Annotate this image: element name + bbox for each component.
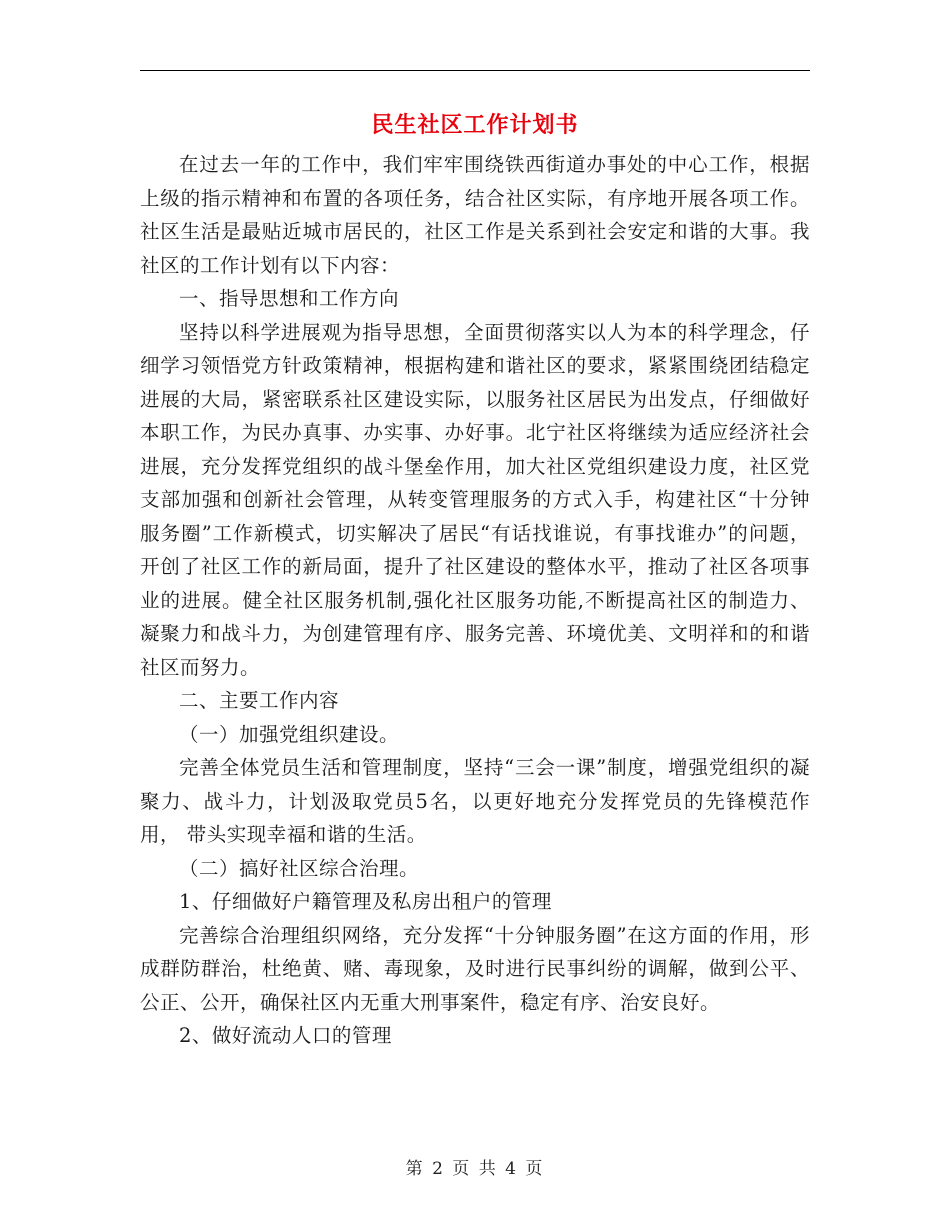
- paragraph-party-building: 完善全体党员生活和管理制度，坚持“三会一课”制度，增强党组织的凝聚力、战斗力，计划汲取党员5名，以更好地充分发挥党员的先锋模范作用， 带头实现幸福和谐的生活。: [140, 756, 810, 846]
- header-rule: [140, 70, 810, 71]
- paragraph-intro: 在过去一年的工作中，我们牢牢围绕铁西街道办事处的中心工作，根据上级的指示精神和布置的各项任务，结合社区实际，有序地开展各项工作。社区生活是最贴近城市居民的，社区工作是关系到社会安定和谐的大事。我社区的工作计划有以下内容：: [140, 153, 810, 277]
- subsection-heading-1: （一）加强党组织建设。: [179, 722, 400, 746]
- document-body: [140, 148, 810, 1053]
- document-title: 民生社区工作计划书: [371, 113, 579, 138]
- section-heading-2: 二、主要工作内容: [179, 689, 340, 712]
- item-heading-1: 1、仔细做好户籍管理及私房出租户的管理: [179, 890, 552, 913]
- paragraph-governance: 完善综合治理组织网络，充分发挥“十分钟服务圈”在这方面的作用，形成群防群治，杜绝黄、赌、毒现象，及时进行民事纠纷的调解，做到公平、公正、公开，确保社区内无重大刑事案件，稳定有序、治安良好。: [140, 923, 810, 1014]
- subsection-heading-2: （二）搞好社区综合治理。: [179, 856, 420, 880]
- section-heading-1: 一、指导思想和工作方向: [179, 287, 400, 310]
- paragraph-guiding-thought: 坚持以科学进展观为指导思想，全面贯彻落实以人为本的科学理念，仔细学习领悟党方针政策精神，根据构建和谐社区的要求，紧紧围绕团结稳定进展的大局，紧密联系社区建设实际，以服务社区居民为出发点，仔细做好本职工作，为民办真事、办实事、办好事。北宁社区将继续为适应经济社会进展，充分发挥党组织的战斗堡垒作用，加大社区党组织建设力度，社区党支部加强和创新社会管理，从转变管理服务的方式入手，构建社区“十分钟服务圈”工作新模式，切实解决了居民“有话找谁说，有事找谁办”的问题，开创了社区工作的新局面，提升了社区建设的整体水平，推动了社区各项事业的进展。健全社区服务机制,强化社区服务功能,不断提高社区的制造力、凝聚力和战斗力，为创建管理有序、服务完善、环境优美、文明祥和的和谐社区而努力。: [140, 320, 810, 679]
- item-heading-2: 2、做好流动人口的管理: [179, 1024, 392, 1047]
- page-footer: 第 2 页 共 4 页: [405, 1159, 545, 1179]
